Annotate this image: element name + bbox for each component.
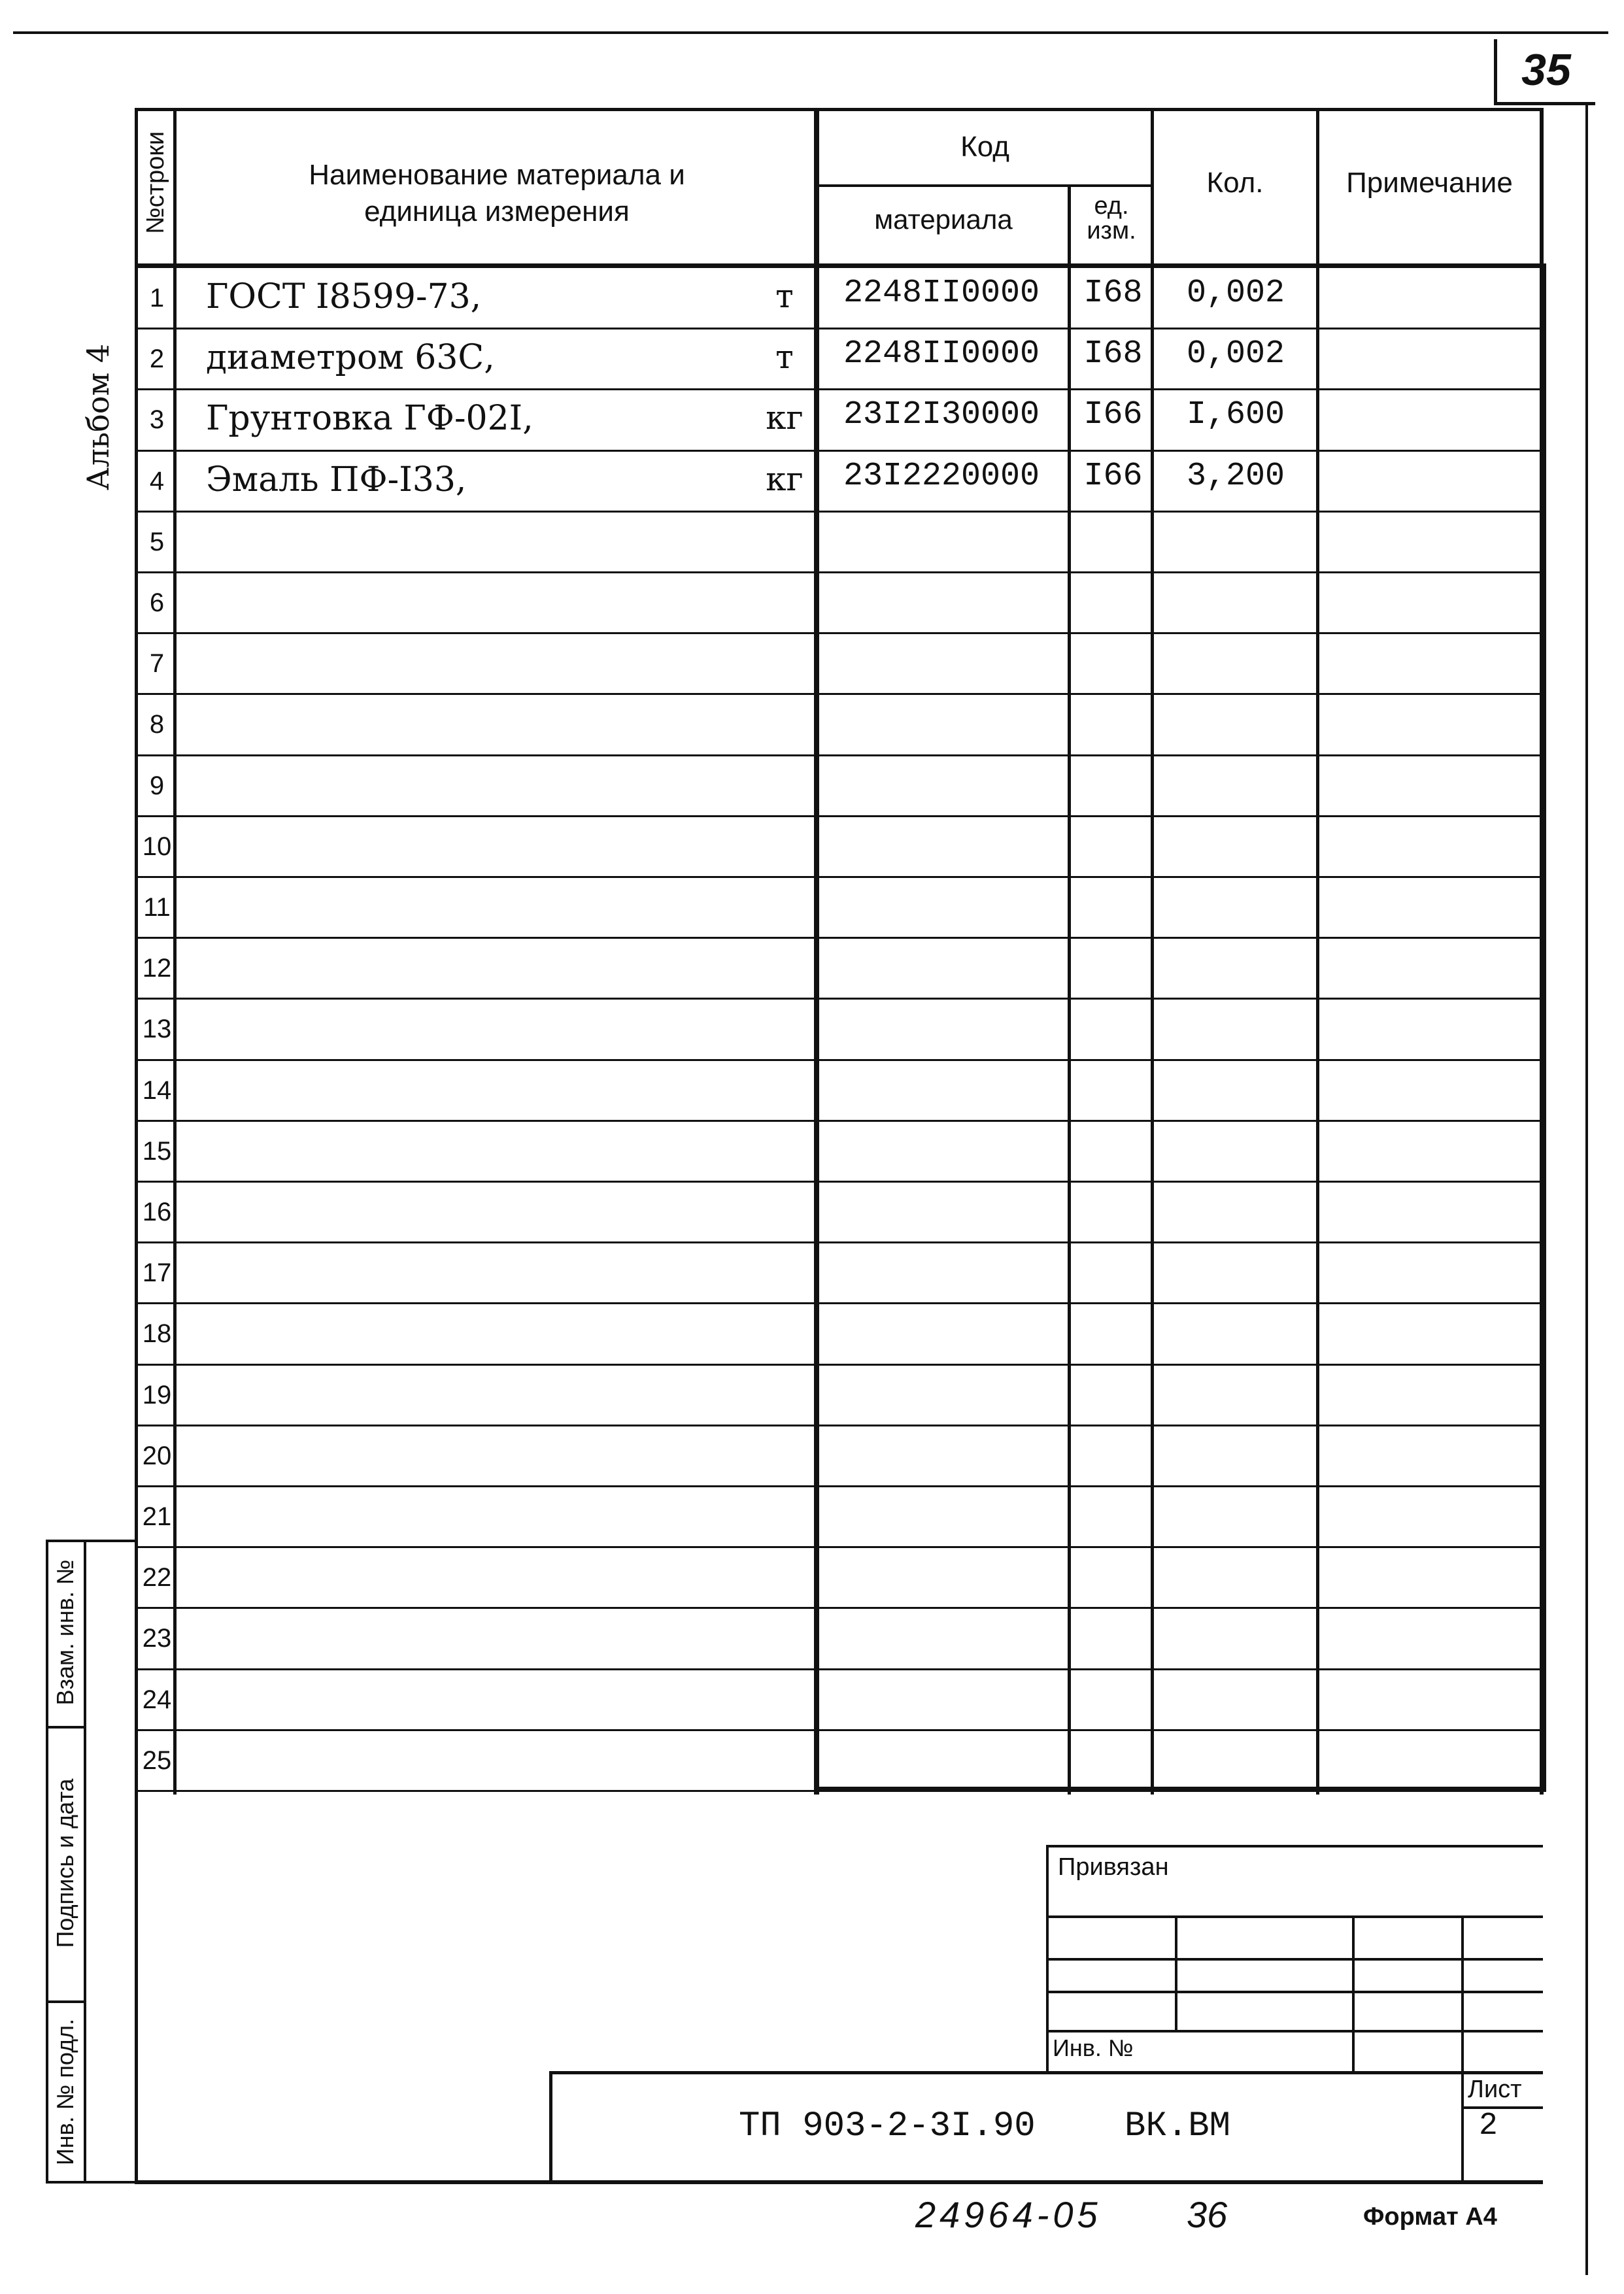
privyazan-line-1 [1046,1915,1543,1918]
row-number: 4 [149,466,165,496]
row-line [135,1485,1543,1487]
row-number: 5 [149,527,165,556]
format-label: Формат А4 [1363,2203,1497,2231]
row-number: 12 [142,954,172,983]
row-number: 9 [149,771,165,800]
privyazan-line-3 [1046,1991,1543,1993]
row-line [135,815,1543,817]
right-border [1585,105,1588,2275]
row-code: 2248II0000 [843,335,1040,373]
header-material: материала [874,204,1013,235]
row-line [135,1607,1543,1609]
row-number: 15 [142,1136,172,1166]
row-line [135,571,1543,573]
row-number: 6 [149,588,165,617]
header-code: Код [960,131,1009,163]
privyazan-vline-1 [1175,1915,1177,2030]
row-qty: 0,002 [1187,335,1285,373]
row-qty: 0,002 [1187,275,1285,312]
row-line [135,1059,1543,1061]
row-meas: I66 [1083,396,1143,434]
row-line [135,1364,1543,1366]
row-line [135,1241,1543,1243]
album-label: Альбом 4 [80,343,116,490]
row-number: 21 [142,1502,172,1531]
row-line [135,450,1543,452]
row-number: 11 [143,893,171,922]
code-subheader-line [814,184,1153,187]
row-meas: I66 [1083,457,1143,495]
side-stamp-line-1 [46,1726,86,1729]
row-line [135,1425,1543,1426]
side-stamp-sign: Подпись и дата [52,1778,78,1948]
row-line [135,1181,1543,1183]
header-row-no: №строки [142,131,169,234]
row-line [135,1668,1543,1670]
row-name: диаметром 63С, [206,338,495,378]
privyazan-label: Привязан [1058,1853,1169,1881]
row-meas: I68 [1083,275,1143,312]
header-qty: Кол. [1206,167,1264,199]
side-stamp-inv: Инв. № подл. [52,2018,78,2166]
row-number: 7 [149,649,165,679]
row-number: 2 [149,345,165,374]
row-number: 14 [142,1075,172,1105]
row-code: 2248II0000 [843,275,1040,312]
side-stamp-divider [84,1540,86,2184]
row-qty: 3,200 [1187,457,1285,495]
privyazan-vline-2 [1352,1915,1355,2072]
top-border [13,31,1608,34]
row-line [135,1790,1543,1792]
row-unit: кг [766,399,804,437]
row-unit: т [775,277,794,315]
row-number: 16 [142,1198,172,1226]
row-unit: т [775,338,794,377]
row-line [135,876,1543,878]
privyazan-line-2 [1046,1958,1543,1961]
row-meas: I68 [1083,335,1143,373]
handwritten-number: 24964-05 [915,2194,1102,2235]
row-code: 23I2I30000 [843,396,1040,434]
header-note: Примечание [1346,167,1513,199]
table-top [135,108,1543,111]
row-line [135,1120,1543,1122]
row-number: 8 [149,710,165,739]
row-number: 10 [142,832,172,861]
row-name: Эмаль ПФ-I33, [206,460,467,499]
page-number: 36 [1187,2194,1228,2235]
row-line [135,754,1543,756]
row-number: 17 [142,1258,172,1288]
header-unit-code: ед. изм. [1087,192,1136,245]
row-number: 24 [142,1685,172,1714]
row-qty: I,600 [1187,396,1285,434]
privyazan-line-4 [1046,2030,1543,2033]
row-number: 20 [142,1441,172,1470]
designation-box [549,2071,1543,2182]
row-number: 25 [142,1746,172,1775]
row-number: 13 [142,1015,172,1044]
row-line [135,998,1543,1000]
inv-no-label: Инв. № [1053,2034,1134,2061]
row-line [135,1546,1543,1548]
row-line [135,632,1543,634]
row-line [135,937,1543,939]
row-number: 22 [142,1563,172,1593]
row-line [135,328,1543,329]
row-number: 23 [142,1624,172,1653]
doc-code: ВК.ВМ [1125,2106,1231,2146]
row-number: 3 [149,405,165,435]
sheet-label-line [1461,2106,1543,2109]
header-name: Наименование материала и единица измерения [309,159,685,228]
sheet-value: 2 [1479,2108,1498,2144]
sheet-number: 35 [1521,45,1571,95]
side-stamp-line-2 [46,2000,86,2003]
side-stamp-vzam: Взам. инв. № [52,1559,78,1706]
row-name: Грунтовка ГФ-02I, [206,399,533,439]
row-line [135,388,1543,390]
row-line [135,1729,1543,1731]
row-line [135,1302,1543,1304]
row-number: 18 [142,1319,172,1349]
row-number: 1 [149,284,165,312]
row-line [135,511,1543,513]
row-name: ГОСТ I8599-73, [206,277,482,316]
row-line [135,693,1543,695]
designation: ТП 903-2-3I.90 [739,2106,1036,2146]
row-unit: кг [766,460,804,498]
sheet-label: Лист [1468,2076,1522,2103]
row-code: 23I2220000 [843,457,1040,495]
row-number: 19 [142,1380,172,1409]
